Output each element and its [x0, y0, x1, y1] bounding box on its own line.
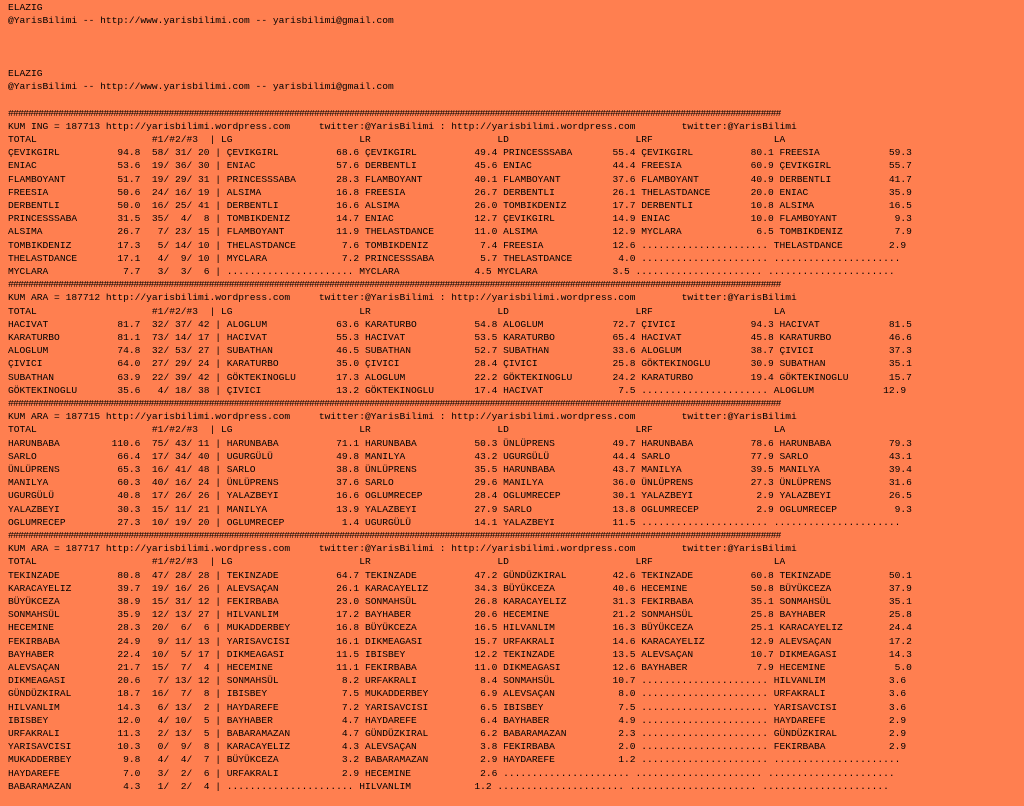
table-row: MUKADDERBEY 9.8 4/ 4/ 7 | BÜYÜKCEZA 3.2 BABARAMAZAN 2.9 HAYDAREFE 1.2 ...................... ......................: [8, 754, 901, 766]
table-row: ÇIVICI 64.0 27/ 29/ 24 | KARATURBO 35.0 ÇIVICI 28.4 ÇIVICI 25.8 GÖKTEKINOGLU 30.9 SUBATHAN 35.1: [8, 358, 912, 370]
table-row: YARISAVCISI 10.3 0/ 9/ 8 | KARACAYELIZ 4.3 ALEVSAÇAN 3.8 FEKIRBABA 2.0 ...................... FEKIRBABA 2.9: [8, 741, 907, 753]
column-headers: TOTAL #1/#2/#3 | LG LR LD LRF LA: [8, 556, 786, 568]
table-row: KARATURBO 81.1 73/ 14/ 17 | HACIVAT 55.3 HACIVAT 53.5 KARATURBO 65.4 HACIVAT 45.8 KARATURBO 46.6: [8, 332, 912, 343]
table-row: FLAMBOYANT 51.7 19/ 29/ 31 | PRINCESSSABA 28.3 FLAMBOYANT 40.1 FLAMBOYANT 37.6 FLAMBOYANT 40.9 DERBENTLI 41.7: [8, 173, 912, 185]
table-row: THELASTDANCE 17.1 4/ 9/ 10 | MYCLARA 7.2 PRINCESSSABA 5.7 THELASTDANCE 4.0 ...................... ......................: [8, 252, 901, 264]
table-row: MANILYA 60.3 40/ 16/ 24 | ÜNLÜPRENS 37.6 SARLO 29.6 MANILYA 36.0 ÜNLÜPRENS 27.3 ÜNLÜPRENS 31.6: [8, 477, 912, 489]
table-row: TOMBIKDENIZ 17.3 5/ 14/ 10 | THELASTDANCE 7.6 TOMBIKDENIZ 7.4 FREESIA 12.6 ...................... THELASTDANCE 2.9: [8, 239, 907, 251]
separator-line: ##########################################################################################################################################################: [8, 530, 781, 541]
table-row: SARLO 66.4 17/ 34/ 40 | UGURGÜLÜ 49.8 MANILYA 43.2 UGURGÜLÜ 44.4 SARLO 77.9 SARLO 43.1: [8, 450, 912, 462]
race-heading: KUM ING = 187713 http://yarisbilimi.wordpress.com twitter:@YarisBilimi : http://yarisbilimi.wordpress.com twitter:@YarisBilimi: [8, 120, 797, 132]
table-row: SONMAHSÜL 35.9 12/ 13/ 27 | HILVANLIM 17.2 BAYHABER 20.6 HECEMINE 21.2 SONMAHSÜL 25.8 BAYHABER 25.8: [8, 609, 912, 621]
table-row: YALAZBEYI 30.3 15/ 11/ 21 | MANILYA 13.9 YALAZBEYI 27.9 SARLO 13.8 OGLUMRECEP 2.9 OGLUMRECEP 9.3: [8, 503, 912, 515]
table-row: HECEMINE 28.3 20/ 6/ 6 | MUKADDERBEY 16.8 BÜYÜKCEZA 16.5 HILVANLIM 16.3 BÜYÜKCEZA 25.1 KARACAYELIZ 24.4: [8, 622, 912, 634]
table-row: TEKINZADE 80.8 47/ 28/ 28 | TEKINZADE 64.7 TEKINZADE 47.2 GÜNDÜZKIRAL 42.6 TEKINZADE 60.8 TEKINZADE 50.1: [8, 569, 912, 581]
contact-line-repeat: @YarisBilimi -- http://www.yarisbilimi.com -- yarisbilimi@gmail.com: [8, 81, 394, 92]
table-row: PRINCESSSABA 31.5 35/ 4/ 8 | TOMBIKDENIZ 14.7 ENIAC 12.7 ÇEVIKGIRL 14.9 ENIAC 10.0 FLAMBOYANT 9.3: [8, 213, 912, 225]
table-row: OGLUMRECEP 27.3 10/ 19/ 20 | OGLUMRECEP 1.4 UGURGÜLÜ 14.1 YALAZBEYI 11.5 ...................... ......................: [8, 516, 901, 528]
column-headers: TOTAL #1/#2/#3 | LG LR LD LRF LA: [8, 134, 786, 145]
table-row: ALSIMA 26.7 7/ 23/ 15 | FLAMBOYANT 11.9 THELASTDANCE 11.0 ALSIMA 12.9 MYCLARA 6.5 TOMBIKDENIZ 7.9: [8, 226, 912, 238]
table-row: ALEVSAÇAN 21.7 15/ 7/ 4 | HECEMINE 11.1 FEKIRBABA 11.0 DIKMEAGASI 12.6 BAYHABER 7.9 HECEMINE 5.0: [8, 662, 912, 673]
table-row: HAYDAREFE 7.0 3/ 2/ 6 | URFAKRALI 2.9 HECEMINE 2.6 ...................... ...................... ......................: [8, 767, 895, 779]
table-row: GÖKTEKINOGLU 35.6 4/ 18/ 38 | ÇIVICI 13.2 GÖKTEKINOGLU 17.4 HACIVAT 7.5 ...................... ALOGLUM 12.9: [8, 384, 907, 396]
table-row: FEKIRBABA 24.9 9/ 11/ 13 | YARISAVCISI 16.1 DIKMEAGASI 15.7 URFAKRALI 14.6 KARACAYELIZ 12.9 ALEVSAÇAN 17.2: [8, 635, 912, 647]
separator-line: ##########################################################################################################################################################: [8, 107, 781, 119]
city-title: ELAZIG: [8, 2, 43, 13]
table-row: FREESIA 50.6 24/ 16/ 19 | ALSIMA 16.8 FREESIA 26.7 DERBENTLI 26.1 THELASTDANCE 20.0 ENIAC 35.9: [8, 186, 912, 198]
table-row: UGURGÜLÜ 40.8 17/ 26/ 26 | YALAZBEYI 16.6 OGLUMRECEP 28.4 OGLUMRECEP 30.1 YALAZBEYI 2.9 YALAZBEYI 26.5: [8, 490, 912, 502]
table-row: HACIVAT 81.7 32/ 37/ 42 | ALOGLUM 63.6 KARATURBO 54.8 ALOGLUM 72.7 ÇIVICI 94.3 HACIVAT 81.5: [8, 318, 912, 330]
city-title-repeat: ELAZIG: [8, 68, 43, 79]
table-row: HILVANLIM 14.3 6/ 13/ 2 | HAYDAREFE 7.2 YARISAVCISI 6.5 IBISBEY 7.5 ...................... YARISAVCISI 3.6: [8, 701, 907, 713]
table-row: BÜYÜKCEZA 38.9 15/ 31/ 12 | FEKIRBABA 23.0 SONMAHSÜL 26.8 KARACAYELIZ 31.3 FEKIRBABA 35.1 SONMAHSÜL 35.1: [8, 596, 912, 607]
separator-line: ##########################################################################################################################################################: [8, 279, 781, 291]
column-headers: TOTAL #1/#2/#3 | LG LR LD LRF LA: [8, 305, 786, 317]
separator-line: ##########################################################################################################################################################: [8, 398, 781, 409]
race-heading: KUM ARA = 187717 http://yarisbilimi.wordpress.com twitter:@YarisBilimi : http://yarisbilimi.wordpress.com twitter:@YarisBilimi: [8, 543, 797, 555]
table-row: ALOGLUM 74.8 32/ 53/ 27 | SUBATHAN 46.5 SUBATHAN 52.7 SUBATHAN 33.6 ALOGLUM 38.7 ÇIVICI 37.3: [8, 345, 912, 357]
table-row: URFAKRALI 11.3 2/ 13/ 5 | BABARAMAZAN 4.7 GÜNDÜZKIRAL 6.2 BABARAMAZAN 2.3 ...................... GÜNDÜZKIRAL 2.9: [8, 728, 907, 739]
column-headers: TOTAL #1/#2/#3 | LG LR LD LRF LA: [8, 424, 786, 436]
table-row: SUBATHAN 63.9 22/ 39/ 42 | GÖKTEKINOGLU 17.3 ALOGLUM 22.2 GÖKTEKINOGLU 24.2 KARATURBO 19.4 GÖKTEKINOGLU 15.7: [8, 371, 912, 383]
table-row: ENIAC 53.6 19/ 36/ 30 | ENIAC 57.6 DERBENTLI 45.6 ENIAC 44.4 FREESIA 60.9 ÇEVIKGIRL 55.7: [8, 160, 912, 172]
table-row: GÜNDÜZKIRAL 18.7 16/ 7/ 8 | IBISBEY 7.5 MUKADDERBEY 6.9 ALEVSAÇAN 8.0 ...................... URFAKRALI 3.6: [8, 688, 907, 700]
table-row: ÇEVIKGIRL 94.8 58/ 31/ 20 | ÇEVIKGIRL 68.6 ÇEVIKGIRL 49.4 PRINCESSSABA 55.4 ÇEVIKGIRL 80.1 FREESIA 59.3: [8, 147, 912, 159]
table-row: BAYHABER 22.4 10/ 5/ 17 | DIKMEAGASI 11.5 IBISBEY 12.2 TEKINZADE 13.5 ALEVSAÇAN 10.7 DIKMEAGASI 14.3: [8, 648, 912, 660]
race-heading: KUM ARA = 187712 http://yarisbilimi.wordpress.com twitter:@YarisBilimi : http://yarisbilimi.wordpress.com twitter:@YarisBilimi: [8, 292, 797, 304]
table-row: IBISBEY 12.0 4/ 10/ 5 | BAYHABER 4.7 HAYDAREFE 6.4 BAYHABER 4.9 ...................... HAYDAREFE 2.9: [8, 714, 907, 726]
table-row: KARACAYELIZ 39.7 19/ 16/ 26 | ALEVSAÇAN 26.1 KARACAYELIZ 34.3 BÜYÜKCEZA 40.6 HECEMINE 50.8 BÜYÜKCEZA 37.9: [8, 582, 912, 594]
table-row: DERBENTLI 50.0 16/ 25/ 41 | DERBENTLI 16.6 ALSIMA 26.0 TOMBIKDENIZ 17.7 DERBENTLI 10.8 ALSIMA 16.5: [8, 200, 912, 211]
table-row: DIKMEAGASI 20.6 7/ 13/ 12 | SONMAHSÜL 8.2 URFAKRALI 8.4 SONMAHSÜL 10.7 ...................... HILVANLIM 3.6: [8, 675, 907, 687]
table-row: HARUNBABA 110.6 75/ 43/ 11 | HARUNBABA 71.1 HARUNBABA 50.3 ÜNLÜPRENS 49.7 HARUNBABA 78.6 HARUNBABA 79.3: [8, 437, 912, 449]
contact-line: @YarisBilimi -- http://www.yarisbilimi.com -- yarisbilimi@gmail.com: [8, 15, 394, 26]
table-row: MYCLARA 7.7 3/ 3/ 6 | ...................... MYCLARA 4.5 MYCLARA 3.5 ...................... ......................: [8, 266, 895, 277]
race-heading: KUM ARA = 187715 http://yarisbilimi.wordpress.com twitter:@YarisBilimi : http://yarisbilimi.wordpress.com twitter:@YarisBilimi: [8, 411, 797, 423]
table-row: ÜNLÜPRENS 65.3 16/ 41/ 48 | SARLO 38.8 ÜNLÜPRENS 35.5 HARUNBABA 43.7 MANILYA 39.5 MANILYA 39.4: [8, 464, 912, 475]
table-row: BABARAMAZAN 4.3 1/ 2/ 4 | ...................... HILVANLIM 1.2 ...................... ...................... ......................: [8, 780, 889, 792]
